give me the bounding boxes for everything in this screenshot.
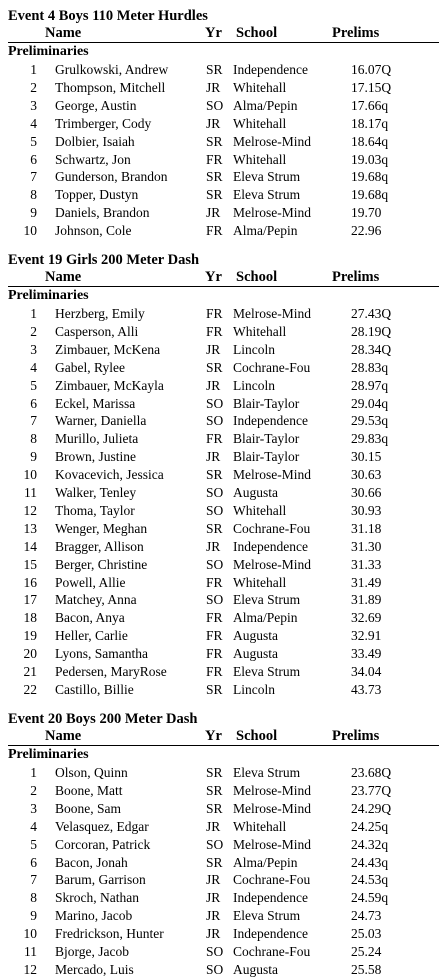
school: Whitehall	[233, 79, 287, 95]
header-divider	[8, 42, 439, 43]
prelim-mark: 19.70	[351, 205, 382, 221]
prelim-mark: 33.49	[351, 646, 382, 662]
place: 1	[30, 62, 37, 77]
result-row	[0, 591, 443, 609]
athlete-name: Castillo, Billie	[55, 681, 134, 697]
year: SR	[206, 359, 223, 375]
athlete-name: Trimberger, Cody	[55, 115, 152, 131]
place: 2	[30, 782, 37, 798]
result-row	[0, 574, 443, 592]
result-row	[0, 412, 443, 430]
prelim-mark: 32.69	[351, 610, 382, 626]
year: SO	[206, 836, 224, 852]
place: 11	[24, 485, 37, 500]
result-row	[0, 151, 443, 169]
year: FR	[206, 431, 223, 447]
school: Alma/Pepin	[233, 97, 298, 113]
place: 10	[23, 926, 37, 942]
prelim-mark: 19.03q	[351, 151, 389, 167]
result-row	[0, 800, 443, 818]
year: SO	[206, 944, 224, 959]
athlete-name: Pedersen, MaryRose	[55, 664, 167, 679]
place: 2	[30, 79, 37, 95]
school: Whitehall	[233, 323, 287, 339]
result-row	[0, 645, 443, 663]
year: SR	[206, 62, 223, 77]
prelim-mark: 29.04q	[351, 395, 389, 411]
year: FR	[206, 306, 223, 321]
year: JR	[206, 538, 221, 554]
place: 15	[23, 556, 37, 572]
header-school: School	[236, 25, 278, 41]
school: Independence	[233, 538, 308, 554]
place: 1	[30, 306, 37, 321]
year: SR	[206, 169, 223, 185]
school: Whitehall	[233, 502, 287, 518]
result-row	[0, 925, 443, 943]
header-prelims: Prelims	[332, 269, 380, 285]
year: FR	[206, 610, 223, 626]
school: Whitehall	[233, 818, 287, 834]
header-prelims: Prelims	[332, 25, 380, 41]
year: SO	[206, 556, 224, 572]
year: SR	[206, 133, 223, 149]
place: 6	[30, 151, 37, 167]
school: Cochrane-Fou	[233, 944, 311, 959]
place: 6	[30, 395, 37, 411]
year: JR	[206, 449, 221, 465]
place: 5	[30, 377, 37, 393]
place: 4	[30, 818, 37, 834]
prelim-mark: 24.59q	[351, 890, 389, 906]
header-name: Name	[45, 728, 82, 744]
school: Alma/Pepin	[233, 854, 298, 870]
year: SO	[206, 485, 224, 500]
result-row	[0, 133, 443, 151]
result-row	[0, 377, 443, 395]
year: SR	[206, 681, 223, 697]
athlete-name: Warner, Daniella	[55, 413, 147, 429]
prelim-mark: 29.53q	[351, 413, 389, 429]
result-row	[0, 484, 443, 502]
header-prelims: Prelims	[332, 728, 380, 744]
year: FR	[206, 664, 223, 679]
school: Cochrane-Fou	[233, 359, 311, 375]
school: Independence	[233, 890, 308, 906]
school: Cochrane-Fou	[233, 872, 311, 888]
prelim-mark: 24.29Q	[351, 800, 392, 816]
place: 9	[30, 908, 37, 924]
prelim-mark: 28.19Q	[351, 323, 392, 339]
school: Eleva Strum	[233, 664, 301, 679]
athlete-name: Matchey, Anna	[55, 592, 137, 608]
place: 13	[23, 520, 37, 536]
athlete-name: Kovacevich, Jessica	[55, 467, 164, 483]
prelim-mark: 31.30	[351, 538, 382, 554]
result-row	[0, 502, 443, 520]
prelim-mark: 32.91	[351, 628, 382, 644]
result-row	[0, 943, 443, 961]
result-row	[0, 556, 443, 574]
athlete-name: Mercado, Luis	[55, 961, 134, 977]
athlete-name: Marino, Jacob	[55, 908, 133, 924]
year: JR	[206, 926, 221, 942]
header-divider	[8, 286, 439, 287]
place: 5	[30, 133, 37, 149]
athlete-name: Casperson, Alli	[55, 323, 139, 339]
place: 22	[23, 681, 37, 697]
school: Independence	[233, 926, 308, 942]
prelim-mark: 27.43Q	[351, 306, 392, 321]
result-row	[0, 61, 443, 79]
result-row	[0, 79, 443, 97]
school: Alma/Pepin	[233, 610, 298, 626]
place: 3	[30, 800, 37, 816]
place: 19	[23, 628, 37, 644]
year: SR	[206, 187, 223, 203]
athlete-name: Bjorge, Jacob	[55, 944, 129, 959]
athlete-name: Boone, Sam	[55, 800, 121, 816]
result-row	[0, 204, 443, 222]
athlete-name: George, Austin	[55, 97, 137, 113]
result-row	[0, 681, 443, 699]
place: 12	[23, 961, 37, 977]
section-label: Preliminaries	[8, 288, 89, 303]
athlete-name: Grulkowski, Andrew	[55, 62, 169, 77]
athlete-name: Lyons, Samantha	[55, 646, 148, 662]
athlete-name: Murillo, Julieta	[55, 431, 139, 447]
prelim-mark: 23.77Q	[351, 782, 392, 798]
school: Melrose-Mind	[233, 467, 311, 483]
result-row	[0, 889, 443, 907]
place: 4	[30, 115, 37, 131]
result-row	[0, 395, 443, 413]
year: JR	[206, 890, 221, 906]
year: SR	[206, 467, 223, 483]
result-row	[0, 818, 443, 836]
athlete-name: Eckel, Marissa	[55, 395, 136, 411]
result-row	[0, 466, 443, 484]
place: 6	[30, 854, 37, 870]
athlete-name: Walker, Tenley	[55, 485, 137, 500]
place: 10	[23, 467, 37, 483]
year: SO	[206, 961, 224, 977]
athlete-name: Thompson, Mitchell	[55, 79, 166, 95]
result-row	[0, 323, 443, 341]
prelim-mark: 25.03	[351, 926, 382, 942]
column-header-row	[0, 269, 443, 285]
school: Augusta	[233, 646, 278, 662]
result-row	[0, 448, 443, 466]
athlete-name: Heller, Carlie	[55, 628, 128, 644]
result-row	[0, 97, 443, 115]
athlete-name: Corcoran, Patrick	[55, 836, 151, 852]
prelim-mark: 18.17q	[351, 115, 389, 131]
school: Blair-Taylor	[233, 431, 300, 447]
athlete-name: Skroch, Nathan	[55, 890, 139, 906]
school: Eleva Strum	[233, 765, 301, 780]
column-header-row	[0, 728, 443, 744]
year: FR	[206, 223, 223, 239]
year: SO	[206, 502, 224, 518]
place: 8	[30, 431, 37, 447]
result-row	[0, 520, 443, 538]
result-row	[0, 961, 443, 979]
year: FR	[206, 151, 223, 167]
prelim-mark: 31.18	[351, 520, 382, 536]
year: JR	[206, 115, 221, 131]
prelim-mark: 31.33	[351, 556, 382, 572]
athlete-name: Herzberg, Emily	[55, 306, 145, 321]
place: 8	[30, 890, 37, 906]
result-row	[0, 836, 443, 854]
school: Lincoln	[233, 341, 275, 357]
result-row	[0, 115, 443, 133]
prelim-mark: 28.34Q	[351, 341, 392, 357]
prelim-mark: 19.68q	[351, 187, 389, 203]
school: Eleva Strum	[233, 169, 301, 185]
year: JR	[206, 79, 221, 95]
school: Independence	[233, 413, 308, 429]
place: 10	[23, 223, 37, 239]
result-row	[0, 305, 443, 323]
place: 16	[23, 574, 37, 590]
school: Augusta	[233, 961, 278, 977]
result-row	[0, 609, 443, 627]
header-yr: Yr	[205, 728, 222, 744]
year: JR	[206, 818, 221, 834]
year: SO	[206, 97, 224, 113]
prelim-mark: 30.66	[351, 485, 382, 500]
place: 1	[30, 765, 37, 780]
place: 9	[30, 205, 37, 221]
place: 17	[23, 592, 37, 608]
year: JR	[206, 872, 221, 888]
prelim-mark: 17.15Q	[351, 79, 392, 95]
event-title: Event 4 Boys 110 Meter Hurdles	[8, 8, 208, 24]
header-school: School	[236, 728, 278, 744]
athlete-name: Barum, Garrison	[55, 872, 146, 888]
prelim-mark: 30.63	[351, 467, 382, 483]
prelim-mark: 28.83q	[351, 359, 389, 375]
year: SR	[206, 800, 223, 816]
school: Melrose-Mind	[233, 800, 311, 816]
school: Augusta	[233, 485, 278, 500]
header-name: Name	[45, 25, 82, 41]
school: Blair-Taylor	[233, 449, 300, 465]
place: 11	[24, 944, 37, 959]
school: Blair-Taylor	[233, 395, 300, 411]
header-divider	[8, 745, 439, 746]
prelim-mark: 29.83q	[351, 431, 389, 447]
year: SR	[206, 854, 223, 870]
prelim-mark: 23.68Q	[351, 765, 392, 780]
athlete-name: Gunderson, Brandon	[55, 169, 168, 185]
athlete-name: Daniels, Brandon	[55, 205, 150, 221]
place: 14	[23, 538, 37, 554]
school: Whitehall	[233, 115, 287, 131]
place: 2	[30, 323, 37, 339]
result-row	[0, 359, 443, 377]
athlete-name: Zimbauer, McKayla	[55, 377, 164, 393]
year: SR	[206, 782, 223, 798]
section-label: Preliminaries	[8, 747, 89, 762]
school: Whitehall	[233, 574, 287, 590]
place: 7	[30, 413, 37, 429]
school: Augusta	[233, 628, 278, 644]
prelim-mark: 24.32q	[351, 836, 389, 852]
place: 21	[23, 664, 37, 679]
athlete-name: Schwartz, Jon	[55, 151, 131, 167]
athlete-name: Olson, Quinn	[55, 765, 128, 780]
place: 12	[23, 502, 37, 518]
section-label: Preliminaries	[8, 44, 89, 59]
place: 5	[30, 836, 37, 852]
result-row	[0, 186, 443, 204]
athlete-name: Gabel, Rylee	[55, 359, 125, 375]
school: Eleva Strum	[233, 187, 301, 203]
year: FR	[206, 646, 223, 662]
athlete-name: Powell, Allie	[55, 574, 126, 590]
prelim-mark: 31.89	[351, 592, 382, 608]
athlete-name: Dolbier, Isaiah	[55, 133, 135, 149]
header-yr: Yr	[205, 269, 222, 285]
place: 20	[23, 646, 37, 662]
place: 3	[30, 341, 37, 357]
athlete-name: Bacon, Jonah	[55, 854, 128, 870]
prelim-mark: 43.73	[351, 681, 382, 697]
place: 3	[30, 97, 37, 113]
prelim-mark: 22.96	[351, 223, 382, 239]
athlete-name: Zimbauer, McKena	[55, 341, 161, 357]
prelim-mark: 25.58	[351, 961, 382, 977]
school: Independence	[233, 62, 308, 77]
prelim-mark: 34.04	[351, 664, 382, 679]
place: 4	[30, 359, 37, 375]
result-row	[0, 854, 443, 872]
year: SO	[206, 413, 224, 429]
year: SO	[206, 592, 224, 608]
prelim-mark: 16.07Q	[351, 62, 392, 77]
place: 9	[30, 449, 37, 465]
result-row	[0, 341, 443, 359]
result-row	[0, 627, 443, 645]
school: Melrose-Mind	[233, 306, 311, 321]
school: Melrose-Mind	[233, 836, 311, 852]
athlete-name: Brown, Justine	[55, 449, 136, 465]
year: SR	[206, 520, 223, 536]
year: FR	[206, 323, 223, 339]
athlete-name: Bragger, Allison	[55, 538, 144, 554]
event-title: Event 19 Girls 200 Meter Dash	[8, 252, 200, 268]
header-name: Name	[45, 269, 82, 285]
year: FR	[206, 574, 223, 590]
prelim-mark: 18.64q	[351, 133, 389, 149]
athlete-name: Velasquez, Edgar	[55, 818, 149, 834]
prelim-mark: 24.53q	[351, 872, 389, 888]
result-row	[0, 222, 443, 240]
prelim-mark: 19.68q	[351, 169, 389, 185]
prelim-mark: 25.24	[351, 944, 382, 959]
prelim-mark: 17.66q	[351, 97, 389, 113]
result-row	[0, 782, 443, 800]
year: JR	[206, 908, 221, 924]
result-row	[0, 764, 443, 782]
athlete-name: Wenger, Meghan	[55, 520, 148, 536]
athlete-name: Boone, Matt	[55, 782, 123, 798]
school: Lincoln	[233, 681, 275, 697]
prelim-mark: 24.25q	[351, 818, 389, 834]
athlete-name: Topper, Dustyn	[55, 187, 139, 203]
prelim-mark: 31.49	[351, 574, 382, 590]
prelim-mark: 30.93	[351, 502, 382, 518]
school: Eleva Strum	[233, 908, 301, 924]
year: SR	[206, 765, 223, 780]
result-row	[0, 663, 443, 681]
year: JR	[206, 341, 221, 357]
school: Alma/Pepin	[233, 223, 298, 239]
result-row	[0, 871, 443, 889]
school: Melrose-Mind	[233, 556, 311, 572]
result-row	[0, 538, 443, 556]
result-row	[0, 168, 443, 186]
place: 7	[30, 872, 37, 888]
athlete-name: Thoma, Taylor	[55, 502, 135, 518]
athlete-name: Fredrickson, Hunter	[55, 926, 164, 942]
prelim-mark: 28.97q	[351, 377, 389, 393]
year: JR	[206, 377, 221, 393]
header-yr: Yr	[205, 25, 222, 41]
school: Lincoln	[233, 377, 275, 393]
prelim-mark: 24.43q	[351, 854, 389, 870]
athlete-name: Berger, Christine	[55, 556, 148, 572]
school: Whitehall	[233, 151, 287, 167]
school: Melrose-Mind	[233, 205, 311, 221]
athlete-name: Bacon, Anya	[55, 610, 125, 626]
school: Cochrane-Fou	[233, 520, 311, 536]
school: Eleva Strum	[233, 592, 301, 608]
header-school: School	[236, 269, 278, 285]
place: 7	[30, 169, 37, 185]
athlete-name: Johnson, Cole	[55, 223, 132, 239]
event-title: Event 20 Boys 200 Meter Dash	[8, 711, 198, 727]
prelim-mark: 30.15	[351, 449, 382, 465]
year: SO	[206, 395, 224, 411]
prelim-mark: 24.73	[351, 908, 382, 924]
place: 18	[23, 610, 37, 626]
school: Melrose-Mind	[233, 133, 311, 149]
year: JR	[206, 205, 221, 221]
place: 8	[30, 187, 37, 203]
column-header-row	[0, 25, 443, 41]
year: FR	[206, 628, 223, 644]
school: Melrose-Mind	[233, 782, 311, 798]
result-row	[0, 907, 443, 925]
result-row	[0, 430, 443, 448]
